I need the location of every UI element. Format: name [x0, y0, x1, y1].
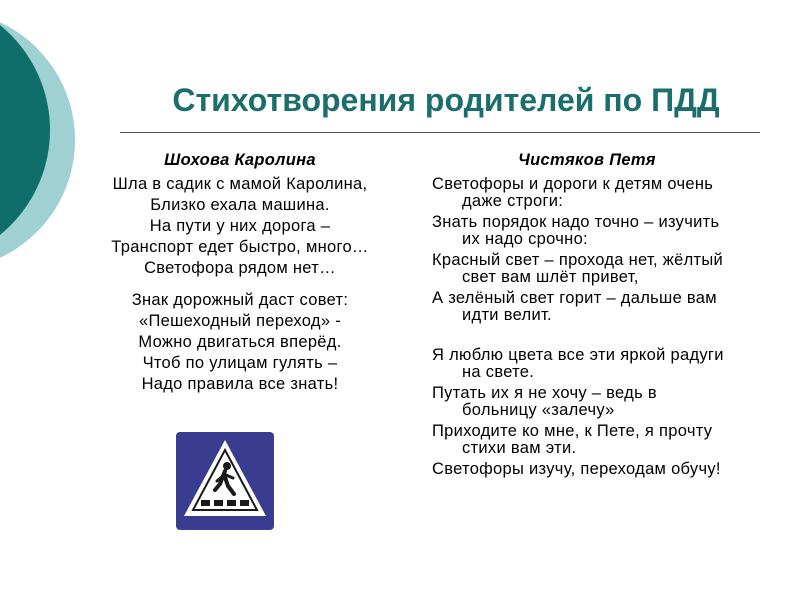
- poem-line: Знак дорожный даст совет:: [131, 291, 349, 309]
- poem-line: А зелёный свет горит – дальше вам идти велит.: [432, 289, 717, 324]
- poem-right-author: Чистяков Петя: [518, 151, 656, 169]
- poem-line: Близко ехала машина.: [150, 196, 330, 214]
- poem-right-stanza-1: [432, 176, 732, 324]
- poem-line: «Пешеходный переход» -: [138, 312, 341, 330]
- poem-right: [432, 152, 732, 482]
- poem-line: Красный свет – прохода нет, жёлтый свет вам шлёт привет,: [432, 251, 724, 286]
- poem-left-stanza-2: [80, 292, 400, 393]
- poem-left: [80, 152, 400, 397]
- poem-line: Я люблю цвета все эти яркой радуги на свете.: [432, 346, 724, 381]
- poem-line: Чтоб по улицам гулять –: [142, 354, 338, 372]
- title-divider: [120, 132, 760, 133]
- poem-left-author: Шохова Каролина: [164, 151, 316, 169]
- poem-line: Можно двигаться вперёд.: [138, 333, 342, 351]
- poem-line: На пути у них дорога –: [149, 217, 331, 235]
- poem-line: Знать порядок надо точно – изучить их надо срочно:: [432, 213, 720, 248]
- poem-line: Надо правила все знать!: [141, 375, 339, 393]
- poem-right-stanza-2: [432, 347, 732, 478]
- poem-line: Светофоры и дороги к детям очень даже строги:: [432, 175, 714, 210]
- poem-line: Транспорт едет быстро, много…: [111, 238, 369, 256]
- poem-line: Приходите ко мне, к Пете, я прочту стихи вам эти.: [432, 422, 713, 457]
- poem-line: Шла в садик с мамой Каролина,: [112, 175, 368, 193]
- poem-left-stanza-1: [80, 176, 400, 277]
- page-title: Стихотворения родителей по ПДД: [172, 82, 720, 118]
- poem-line: Светофора рядом нет…: [144, 259, 336, 277]
- pedestrian-crossing-sign-icon: [176, 432, 274, 530]
- poem-line: Путать их я не хочу – ведь в больницу «залечу»: [432, 384, 657, 419]
- poem-line: Светофоры изучу, переходам обучу!: [432, 460, 721, 478]
